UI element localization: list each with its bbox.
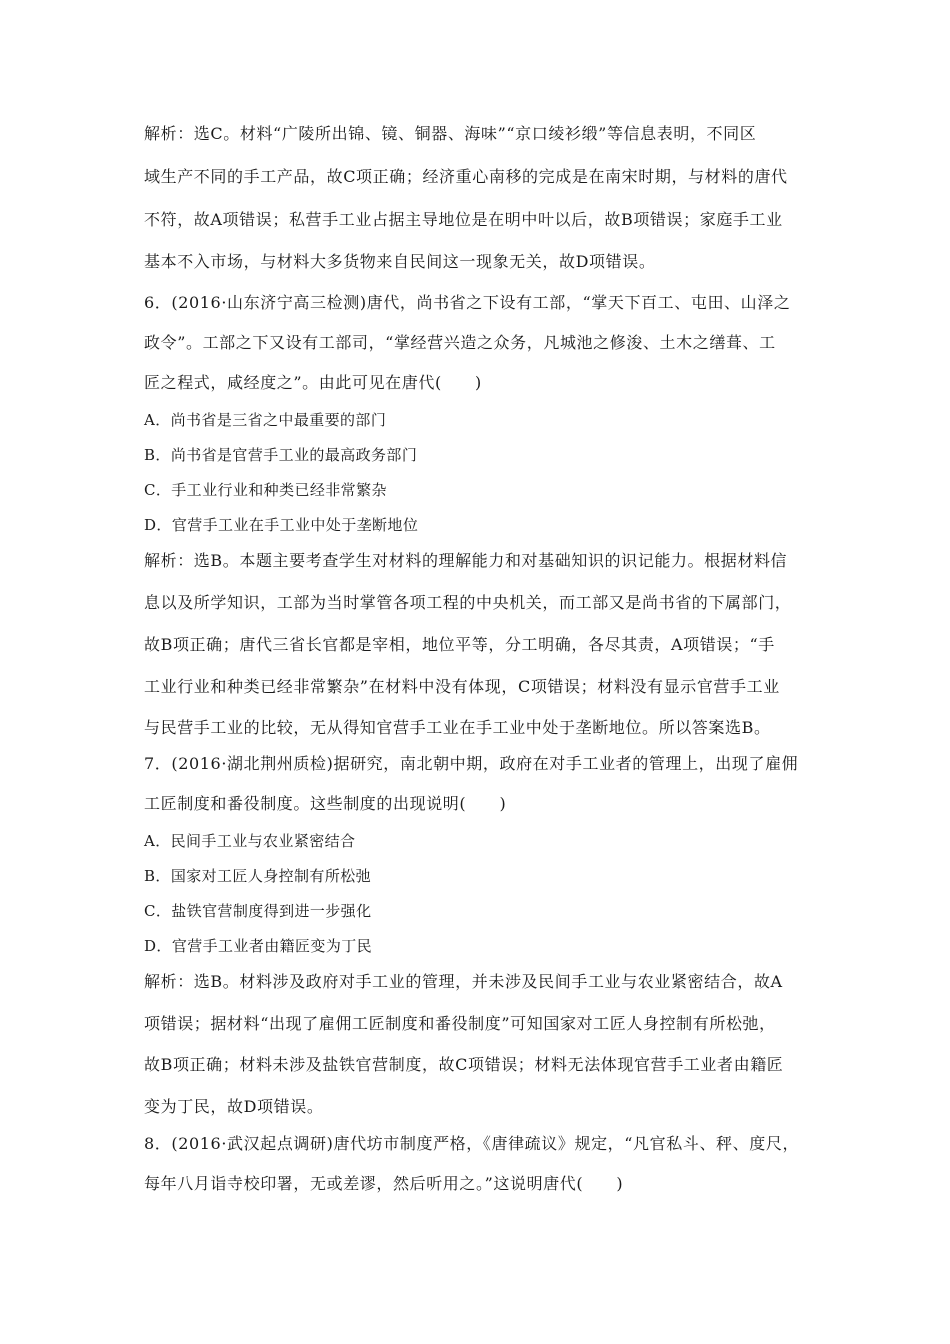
option-d: D．官营手工业者由籍匠变为丁民 — [144, 937, 373, 955]
text-line: 解析：选C。材料“广陵所出锦、镜、铜器、海味”“京口绫衫缎”等信息表明，不同区 — [144, 124, 757, 143]
question-8-stem: 8．(2016·武汉起点调研)唐代坊市制度严格，《唐律疏议》规定，“凡官私斗、秤、度尺， — [144, 1134, 800, 1153]
option-c: C．手工业行业和种类已经非常繁杂 — [144, 481, 387, 499]
text-line: 基本不入市场，与材料大多货物来自民间这一现象无关，故D项错误。 — [144, 252, 656, 271]
text-line: 每年八月诣寺校印署，无或差谬，然后听用之。”这说明唐代( ) — [144, 1174, 624, 1193]
option-b: B．尚书省是官营手工业的最高政务部门 — [144, 446, 418, 464]
option-d: D．官营手工业在手工业中处于垄断地位 — [144, 516, 419, 534]
text-line: 域生产不同的手工产品，故C项正确；经济重心南移的完成是在南宋时期，与材料的唐代 — [144, 167, 788, 186]
option-a: A．尚书省是三省之中最重要的部门 — [144, 411, 387, 429]
text-line: 故B项正确；材料未涉及盐铁官营制度，故C项错误；材料无法体现官营手工业者由籍匠 — [144, 1055, 784, 1074]
text-line: 工业行业和种类已经非常繁杂”在材料中没有体现，C项错误；材料没有显示官营手工业 — [144, 677, 780, 696]
text-line: 不符，故A项错误；私营手工业占据主导地位是在明中叶以后，故B项错误；家庭手工业 — [144, 210, 783, 229]
option-b: B．国家对工匠人身控制有所松弛 — [144, 867, 372, 885]
text-line: 息以及所学知识，工部为当时掌管各项工程的中央机关，而工部又是尚书省的下属部门， — [144, 593, 792, 612]
text-line: 故B项正确；唐代三省长官都是宰相，地位平等，分工明确，各尽其责，A项错误；“手 — [144, 635, 775, 654]
option-a: A．民间手工业与农业紧密结合 — [144, 832, 356, 850]
answer-analysis: 解析：选B。本题主要考查学生对材料的理解能力和对基础知识的识记能力。根据材料信 — [144, 551, 788, 570]
text-line: 工匠制度和番役制度。这些制度的出现说明( ) — [144, 794, 507, 813]
text-line: 与民营手工业的比较，无从得知官营手工业在手工业中处于垄断地位。所以答案选B。 — [144, 718, 771, 737]
question-7-stem: 7．(2016·湖北荆州质检)据研究，南北朝中期，政府在对手工业者的管理上，出现了雇佣 — [144, 754, 799, 773]
option-c: C．盐铁官营制度得到进一步强化 — [144, 902, 372, 920]
text-line: 项错误；据材料“出现了雇佣工匠制度和番役制度”可知国家对工匠人身控制有所松弛， — [144, 1014, 776, 1033]
answer-analysis: 解析：选B。材料涉及政府对手工业的管理，并未涉及民间手工业与农业紧密结合，故A — [144, 972, 783, 991]
text-line: 变为丁民，故D项错误。 — [144, 1097, 324, 1116]
text-line: 匠之程式，咸经度之”。由此可见在唐代( ) — [144, 373, 482, 392]
text-line: 政令”。工部之下又设有工部司，“掌经营兴造之众务，凡城池之修浚、土木之缮葺、工 — [144, 333, 776, 352]
question-6-stem: 6．(2016·山东济宁高三检测)唐代，尚书省之下设有工部，“掌天下百工、屯田、山泽之 — [144, 293, 791, 312]
